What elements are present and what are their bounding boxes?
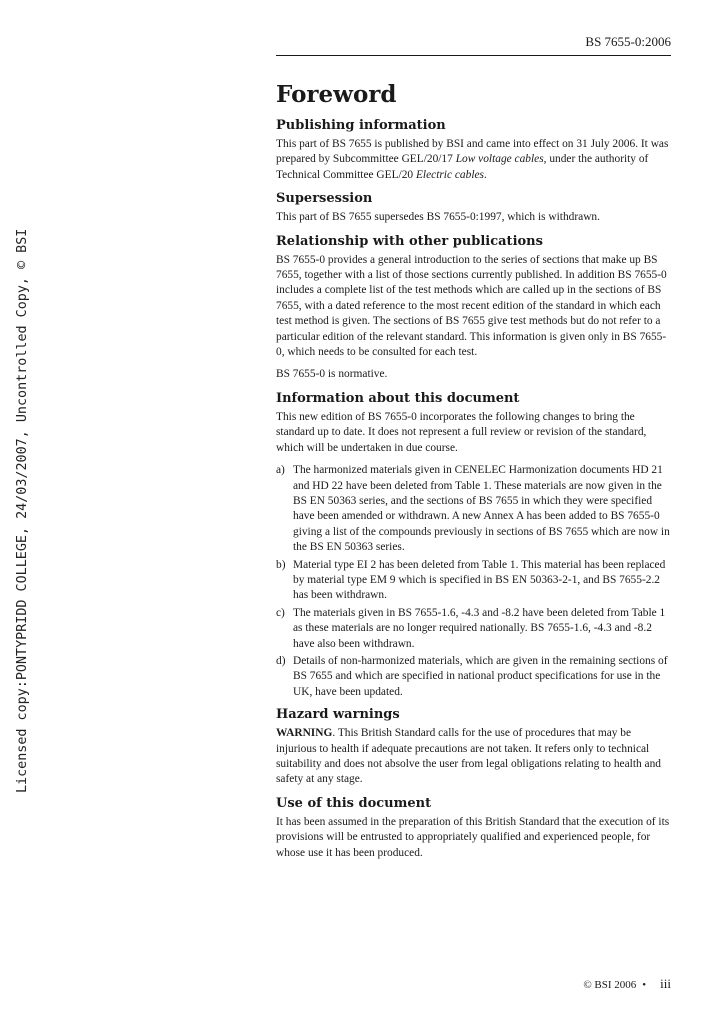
information-paragraph: This new edition of BS 7655-0 incorporates the following changes to bring the standard up to date. It does not represent a full review or revision of the standard, which will be undertaken in due course. [276,410,647,454]
changes-list [276,463,671,700]
committee-name: Electric cables [415,168,484,181]
foreword-content [276,80,671,868]
list-item-text: Details of non-harmonized materials, which are given in the remaining sections of BS 7655 and which are specified in national product specifications for use in the UK, have been updated. [293,654,668,698]
standard-reference: BS 7655-0:2006 [585,34,671,49]
use-paragraph: It has been assumed in the preparation of this British Standard that the execution of its provisions will be entrusted to appropriately qualified and experienced people, for whose use it has been produced. [276,815,670,859]
footer-separator: • [642,979,647,991]
hazard-text: . This British Standard calls for the use of procedures that may be injurious to health if adequate precautions are not taken. It refers only to technical suitability and does not absolve the user from legal obligations relating to health and safety at any stage. [276,727,661,786]
list-marker: b) [276,558,286,571]
hazard-paragraph [276,726,671,788]
list-item [276,654,671,700]
relationship-paragraph: BS 7655-0 provides a general introduction to the series of sections that make up BS 7655, together with a list of those sections currently published. In addition BS 7655-0 includes a complete list of the test methods which are called up in the sections of BS 7655, with a dated reference to the most recent edition of the standard in which each test method is given. The sections of BS 7655 give test methods but do not refer to a particular edition of the relevant standard. This information is given only in BS 7655-0, which needs to be consulted for each test. [276,253,667,359]
page-footer [583,976,671,992]
list-item [276,463,671,555]
list-item-text: The materials given in BS 7655-1.6, -4.3 and -8.2 have been deleted from Table 1 as these materials are no longer required nationally. BS 7655-1.6, -4.3 and -8.2 have also been withdrawn. [293,606,666,650]
publishing-heading: Publishing information [276,118,446,133]
supersession-paragraph: This part of BS 7655 supersedes BS 7655-0:1997, which is withdrawn. [276,211,600,224]
publishing-text-b: , under the authority of Technical Committee GEL/20 [276,153,649,181]
warning-label: WARNING [276,727,333,740]
list-item-text: The harmonized materials given in CENELEC Harmonization documents HD 21 and HD 22 have been deleted from Table 1. These materials are now given in the BS EN 50363 series, and the sections of BS 7655 in which they were specified have been amended or withdrawn. A new Annex A has been added to BS 7655-0 giving a list of the compounds previously in sections of BS 7655 which are now in the BS EN 50363 series. [293,464,670,554]
list-item [276,558,671,604]
normative-paragraph: BS 7655-0 is normative. [276,368,388,381]
subcommittee-name: Low voltage cables [455,153,544,166]
license-watermark-text: Licensed copy:PONTYPRIDD COLLEGE, 24/03/2007, Uncontrolled Copy, © BSI [15,228,30,793]
publishing-paragraph [276,137,671,183]
copyright-notice: © BSI 2006 [583,979,637,991]
publishing-text-c: . [483,168,487,181]
list-marker: a) [276,464,285,477]
list-item-text: Material type EI 2 has been deleted from Table 1. This material has been replaced by material type EM 9 which is specified in BS EN 50363-2-1, and BS 7655-2.2 has been withdrawn. [293,558,666,602]
hazard-heading: Hazard warnings [276,707,400,723]
page-number: iii [660,976,671,991]
header-rule [276,55,671,56]
use-heading: Use of this document [276,795,432,811]
publishing-text-a: This part of BS 7655 is published by BSI and came into effect on 31 July 2006. It was prepared by Subcommittee GEL/20/17 [276,138,669,166]
side-watermark [0,0,30,1024]
information-heading: Information about this document [276,390,520,406]
list-marker: c) [276,606,285,619]
supersession-heading: Supersession [276,191,373,207]
relationship-heading: Relationship with other publications [276,233,543,249]
list-marker: d) [276,654,286,667]
list-item [276,606,671,652]
page-title: Foreword [276,81,397,108]
